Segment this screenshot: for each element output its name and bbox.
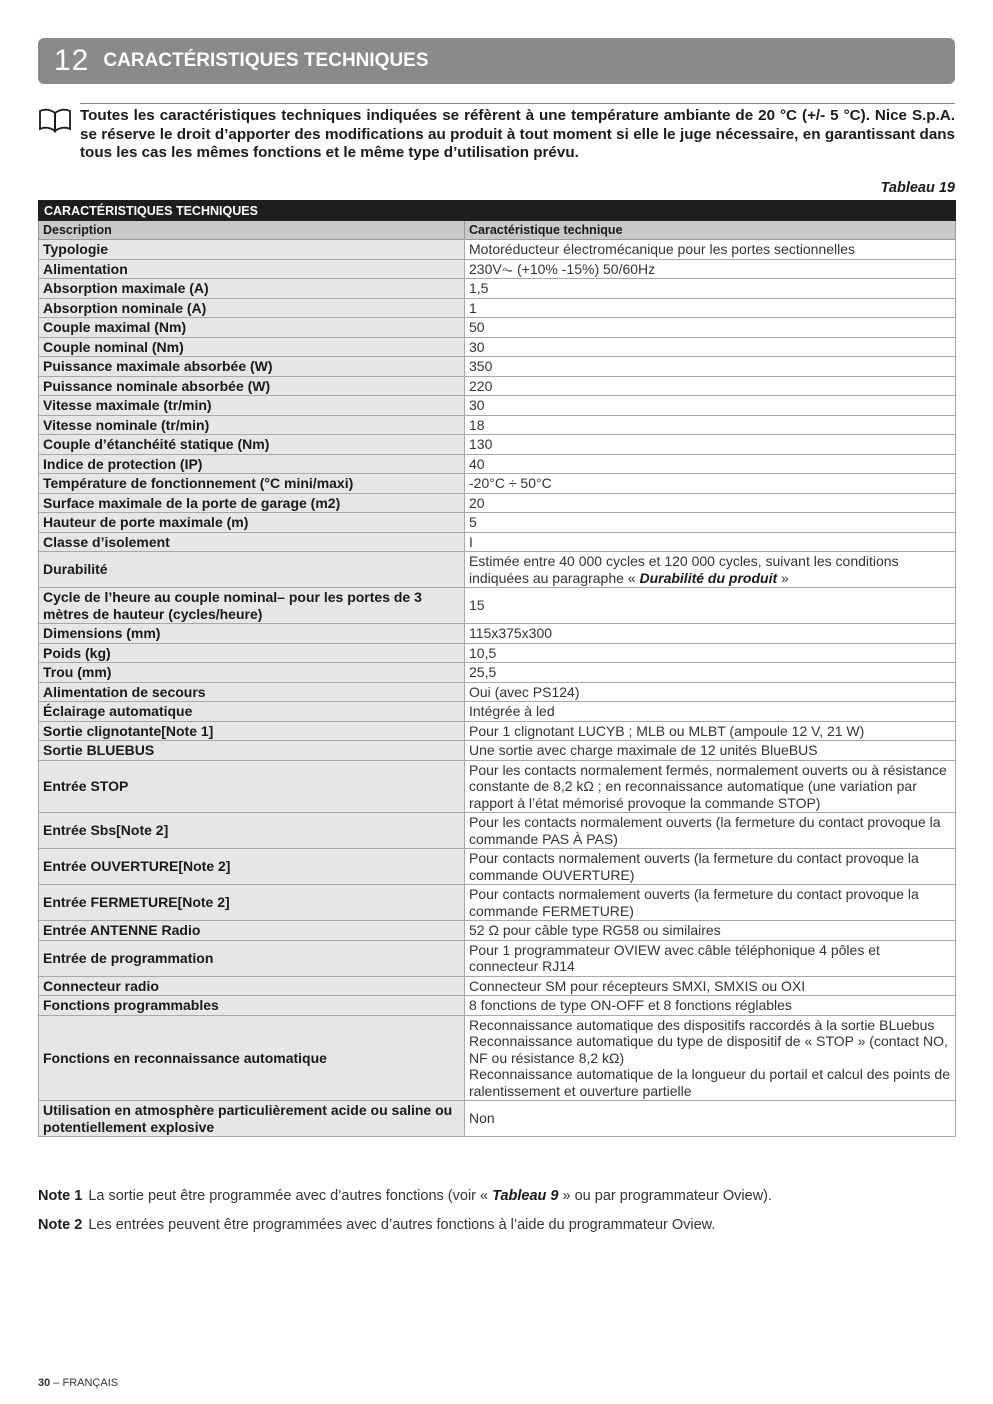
spec-label: Entrée de programmation <box>39 940 465 976</box>
spec-value <box>465 279 956 299</box>
spec-label: Absorption nominale (A) <box>39 298 465 318</box>
spec-value-text: 40 <box>469 455 485 472</box>
spec-label: Absorption maximale (A) <box>39 279 465 299</box>
table-row <box>39 702 956 722</box>
spec-label: Surface maximale de la porte de garage (m2) <box>39 493 465 513</box>
spec-value <box>465 474 956 494</box>
spec-label: Fonctions programmables <box>39 996 465 1016</box>
notes-section <box>38 1187 955 1245</box>
spec-label: Entrée ANTENNE Radio <box>39 921 465 941</box>
table-row <box>39 643 956 663</box>
spec-value <box>465 240 956 260</box>
spec-label: Hauteur de porte maximale (m) <box>39 513 465 533</box>
spec-value <box>465 702 956 722</box>
note-reference-link[interactable]: Tableau 9 <box>492 1188 559 1204</box>
note-text-after: » ou par programmateur Oview). <box>558 1188 773 1204</box>
spec-value <box>465 1015 956 1101</box>
table-row <box>39 885 956 921</box>
spec-label: Puissance maximale absorbée (W) <box>39 357 465 377</box>
spec-value <box>465 298 956 318</box>
spec-label: Trou (mm) <box>39 663 465 683</box>
spec-value <box>465 643 956 663</box>
table-row <box>39 513 956 533</box>
table-row <box>39 624 956 644</box>
spec-value-text: Pour les contacts normalement ouverts (la fermeture du contact provoque la commande PAS À PAS) <box>469 814 941 847</box>
spec-label: Entrée OUVERTURE[Note 2] <box>39 849 465 885</box>
table-row <box>39 474 956 494</box>
spec-value <box>465 552 956 588</box>
table-row <box>39 298 956 318</box>
spec-label: Température de fonctionnement (°C mini/maxi) <box>39 474 465 494</box>
table-row <box>39 760 956 813</box>
spec-value <box>465 588 956 624</box>
table-row <box>39 940 956 976</box>
spec-label: Entrée STOP <box>39 760 465 813</box>
spec-value <box>465 376 956 396</box>
table-row <box>39 1101 956 1137</box>
table-row <box>39 532 956 552</box>
spec-value-text: 52 Ω pour câble type RG58 ou similaires <box>469 922 721 938</box>
spec-label: Alimentation <box>39 259 465 279</box>
table-row <box>39 259 956 279</box>
spec-value <box>465 318 956 338</box>
column-header-description: Description <box>39 221 465 240</box>
table-row <box>39 279 956 299</box>
spec-value-reference-link[interactable]: Durabilité du produit <box>639 569 778 586</box>
specs-table <box>38 200 956 1137</box>
spec-value <box>465 996 956 1016</box>
table-row <box>39 240 956 260</box>
table-row <box>39 415 956 435</box>
spec-value <box>465 357 956 377</box>
spec-value-text: 220 <box>469 377 493 394</box>
spec-value-text: Pour contacts normalement ouverts (la fermeture du contact provoque la commande FERMETURE) <box>469 886 919 919</box>
spec-value-text: Estimée entre 40 000 cycles et 120 000 cycles, suivant les conditions indiquées au paragraphe « <box>469 553 899 586</box>
spec-value-text: Motoréducteur électromécanique pour les portes sectionnelles <box>469 241 855 257</box>
spec-value-text: Pour 1 programmateur OVIEW avec câble téléphonique 4 pôles et connecteur RJ14 <box>469 941 880 974</box>
spec-label: Connecteur radio <box>39 976 465 996</box>
spec-value-text: Intégrée à led <box>469 703 555 719</box>
spec-value-text: Pour 1 clignotant LUCYB ; MLB ou MLBT (ampoule 12 V, 21 W) <box>469 722 865 739</box>
table-row <box>39 454 956 474</box>
table-row <box>39 682 956 702</box>
spec-value <box>465 337 956 357</box>
spec-value-text: Non <box>469 1110 495 1127</box>
spec-label: Indice de protection (IP) <box>39 454 465 474</box>
table-row <box>39 1015 956 1101</box>
spec-value-text: Une sortie avec charge maximale de 12 unités BlueBUS <box>469 742 818 758</box>
note-label: Note 2 <box>38 1217 83 1233</box>
table-caption: Tableau 19 <box>880 180 955 196</box>
spec-value <box>465 849 956 885</box>
spec-value <box>465 760 956 813</box>
spec-value <box>465 1101 956 1137</box>
spec-label: Entrée Sbs[Note 2] <box>39 813 465 849</box>
table-header-row <box>39 221 956 240</box>
table-row <box>39 493 956 513</box>
spec-label: Entrée FERMETURE[Note 2] <box>39 885 465 921</box>
spec-value <box>465 813 956 849</box>
spec-label: Couple maximal (Nm) <box>39 318 465 338</box>
spec-label: Utilisation en atmosphère particulièrement acide ou saline ou potentiellement explosive <box>39 1101 465 1137</box>
table-title: CARACTÉRISTIQUES TECHNIQUES <box>39 201 956 221</box>
spec-value-text: -20°C ÷ 50°C <box>469 475 552 491</box>
note-text: La sortie peut être programmée avec d’autres fonctions (voir « <box>88 1188 493 1204</box>
spec-value <box>465 513 956 533</box>
spec-value-text: 130 <box>469 436 493 452</box>
spec-value-text: 115x375x300 <box>469 625 553 641</box>
spec-label: Durabilité <box>39 552 465 588</box>
spec-label: Sortie BLUEBUS <box>39 741 465 761</box>
section-header-bar <box>38 38 955 84</box>
note-label: Note 1 <box>38 1188 83 1204</box>
spec-label: Sortie clignotante[Note 1] <box>39 721 465 741</box>
table-row <box>39 976 956 996</box>
spec-value-text: 30 <box>469 397 485 413</box>
spec-value-text: 10,5 <box>469 644 497 661</box>
table-row <box>39 663 956 683</box>
spec-label: Dimensions (mm) <box>39 624 465 644</box>
table-row <box>39 921 956 941</box>
spec-label: Éclairage automatique <box>39 702 465 722</box>
spec-value-line: Reconnaissance automatique de la longueur du portail et calcul des points de ralentissement et ouverture partielle <box>469 1066 950 1099</box>
spec-value-text: 25,5 <box>469 664 497 680</box>
spec-value-text: 350 <box>469 358 493 374</box>
spec-value <box>465 532 956 552</box>
spec-value <box>465 741 956 761</box>
spec-value <box>465 940 956 976</box>
spec-value-text: 20 <box>469 494 485 511</box>
spec-value-text: 8 fonctions de type ON-OFF et 8 fonctions réglables <box>469 997 792 1013</box>
spec-value <box>465 493 956 513</box>
spec-label: Cycle de l’heure au couple nominal– pour les portes de 3 mètres de hauteur (cycles/heure) <box>39 588 465 624</box>
spec-value <box>465 454 956 474</box>
notice-divider <box>80 103 955 104</box>
spec-value-text: 18 <box>469 416 485 433</box>
spec-label: Alimentation de secours <box>39 682 465 702</box>
spec-value-text: Pour contacts normalement ouverts (la fermeture du contact provoque la commande OUVERTURE) <box>469 850 919 883</box>
table-title-row <box>39 201 956 221</box>
spec-label: Classe d’isolement <box>39 532 465 552</box>
open-book-icon <box>38 107 72 133</box>
spec-label: Vitesse nominale (tr/min) <box>39 415 465 435</box>
note-1 <box>38 1187 955 1205</box>
table-row <box>39 813 956 849</box>
spec-value <box>465 921 956 941</box>
spec-label: Vitesse maximale (tr/min) <box>39 396 465 416</box>
spec-value-text-after: » <box>777 569 789 586</box>
spec-value-text: I <box>469 533 473 550</box>
spec-value-text: 1,5 <box>469 280 489 296</box>
table-row <box>39 588 956 624</box>
page-footer <box>38 1377 118 1389</box>
table-row <box>39 552 956 588</box>
spec-label: Couple d’étanchéité statique (Nm) <box>39 435 465 455</box>
spec-value <box>465 885 956 921</box>
spec-value-text: 30 <box>469 338 485 355</box>
spec-label: Fonctions en reconnaissance automatique <box>39 1015 465 1101</box>
footer-language: – FRANÇAIS <box>50 1377 119 1389</box>
table-row <box>39 741 956 761</box>
section-title: CARACTÉRISTIQUES TECHNIQUES <box>103 50 429 71</box>
spec-value-line: Reconnaissance automatique du type de dispositif de « STOP » (contact NO, NF ou résistance 8,2 kΩ) <box>469 1033 948 1066</box>
spec-value-text: 5 <box>469 514 477 530</box>
column-header-value: Caractéristique technique <box>465 221 956 240</box>
spec-value <box>465 624 956 644</box>
table-row <box>39 396 956 416</box>
spec-label: Puissance nominale absorbée (W) <box>39 376 465 396</box>
note-text: Les entrées peuvent être programmées avec d’autres fonctions à l’aide du programmateur Oview. <box>88 1217 716 1233</box>
spec-value <box>465 259 956 279</box>
spec-value-text: 230V⏦ (+10% -15%) 50/60Hz <box>469 260 656 277</box>
spec-label: Couple nominal (Nm) <box>39 337 465 357</box>
spec-value <box>465 435 956 455</box>
table-row <box>39 721 956 741</box>
table-row <box>39 357 956 377</box>
table-row <box>39 376 956 396</box>
spec-value-text: Oui (avec PS124) <box>469 683 580 700</box>
spec-value <box>465 663 956 683</box>
table-row <box>39 849 956 885</box>
table-body <box>39 240 956 1137</box>
spec-value-text: 15 <box>469 597 485 614</box>
spec-value-text: Pour les contacts normalement fermés, normalement ouverts ou à résistance constante de 8,2 kΩ ; en reconnaissance automatique (une variation par rapport à l’état mémorisé provoque la commande STOP) <box>469 761 947 811</box>
table-row <box>39 337 956 357</box>
spec-value-text: Connecteur SM pour récepteurs SMXI, SMXIS ou OXI <box>469 977 806 994</box>
spec-label: Typologie <box>39 240 465 260</box>
spec-value-line: Reconnaissance automatique des dispositifs raccordés à la sortie BLuebus <box>469 1016 935 1033</box>
note-2 <box>38 1216 955 1234</box>
spec-value <box>465 396 956 416</box>
table-row <box>39 435 956 455</box>
spec-value <box>465 682 956 702</box>
spec-value-text: 1 <box>469 299 477 316</box>
spec-value-text: 50 <box>469 319 485 335</box>
page-number: 30 <box>38 1377 51 1389</box>
spec-value <box>465 976 956 996</box>
table-row <box>39 996 956 1016</box>
section-number: 12 <box>54 44 90 77</box>
table-row <box>39 318 956 338</box>
spec-value <box>465 415 956 435</box>
spec-label: Poids (kg) <box>39 643 465 663</box>
spec-value <box>465 721 956 741</box>
notice-text: Toutes les caractéristiques techniques indiquées se réfèrent à une température ambiante de 20 °C (+/- 5 °C). Nice S.p.A. se réserve le droit d’apporter des modifications au produit à tout moment si elle le juge nécessaire, en garantissant dans tous les cas les mêmes fonctions et le même type d’utilisation prévu. <box>80 107 955 161</box>
